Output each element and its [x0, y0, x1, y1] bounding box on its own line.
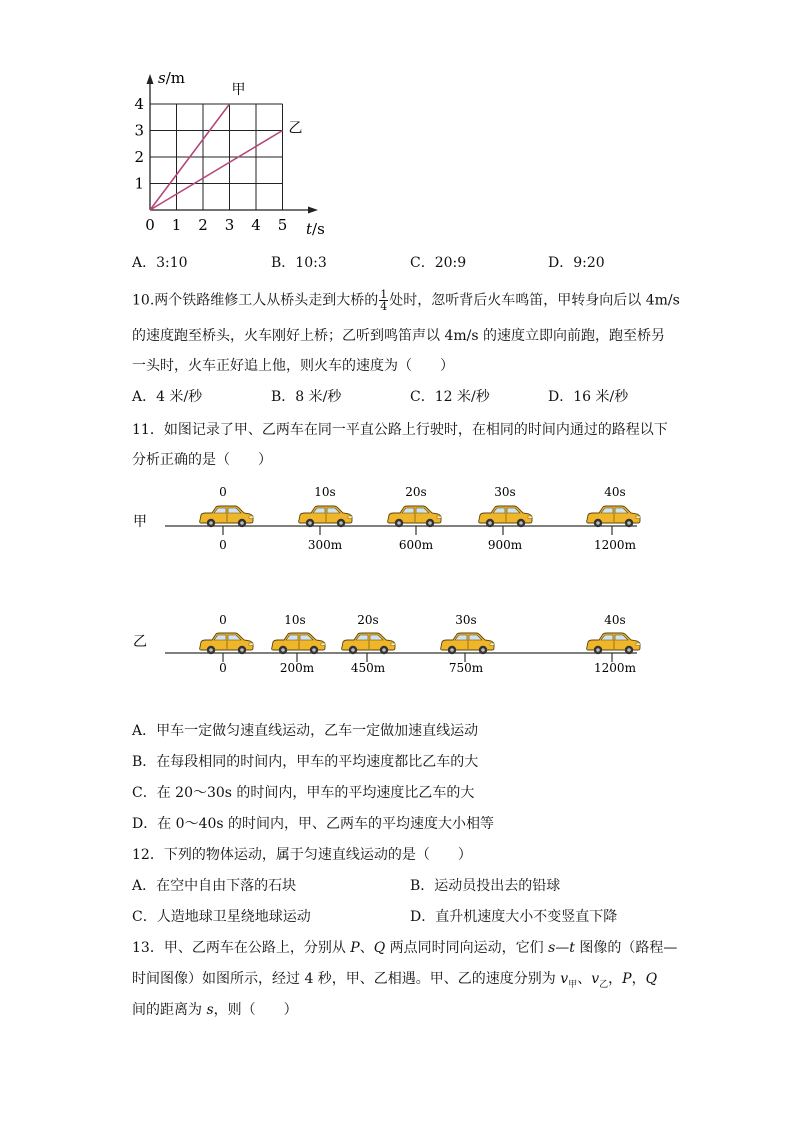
graph-grid — [150, 104, 283, 210]
x-tick-label: 4 — [251, 216, 261, 234]
track-a-dist-600: 600m — [398, 538, 434, 552]
q12-option-c[interactable]: C．人造地球卫星绕地球运动 — [132, 909, 311, 925]
q10-option-a[interactable]: A．4 米/秒 — [132, 389, 203, 405]
graph-ticks — [134, 95, 287, 234]
car-icon — [587, 506, 640, 527]
track-b-dist-1200: 1200m — [594, 661, 636, 675]
q10-option-d[interactable]: D．16 米/秒 — [548, 389, 629, 405]
series-line-yi — [150, 131, 283, 211]
track-b-time-0: 0 — [219, 613, 227, 627]
track-b-label: 乙 — [133, 634, 147, 650]
q13-line-1: 13．甲、乙两车在公路上，分别从 P、Q 两点同时同向运动，它们 s—t 图像的（路程— — [132, 940, 678, 956]
track-b-dist-200: 200m — [279, 661, 315, 675]
q10-line-2: 的速度跑至桥头，火车刚好上桥；乙听到鸣笛声以 4m/s 的速度立即向前跑，跑至桥另 — [132, 328, 665, 344]
q11-option-d[interactable]: D．在 0～40s 的时间内，甲、乙两车的平均速度大小相等 — [132, 816, 495, 832]
track-a-dist-1200: 1200m — [594, 538, 636, 552]
q12-option-d[interactable]: D．直升机速度大小不变竖直下降 — [410, 909, 618, 925]
q9-option-c[interactable]: C．20:9 — [410, 255, 467, 271]
track-a-time-0: 0 — [219, 485, 227, 499]
track-b-dist-450: 450m — [350, 661, 386, 675]
car-icon — [479, 506, 532, 527]
q11-option-c[interactable]: C．在 20～30s 的时间内，甲车的平均速度比乙车的大 — [132, 785, 475, 801]
car-icon — [441, 633, 494, 654]
track-a-time-10: 10s — [314, 485, 336, 499]
car-icon — [342, 633, 395, 654]
q10-option-c[interactable]: C．12 米/秒 — [410, 389, 490, 405]
track-b-time-10: 10s — [284, 613, 306, 627]
car-icon — [299, 506, 352, 527]
q10-line-1: 10.两个铁路维修工人从桥头走到大桥的 $\frac{1}{4}$ 处时，忽听背后火车鸣笛，甲转身向后以 4m/s — [132, 288, 680, 313]
q11-line-1: 11．如图记录了甲、乙两车在同一平直公路上行驶时，在相同的时间内通过的路程以下 — [132, 422, 668, 438]
track-a-dist-300: 300m — [307, 538, 343, 552]
car-icon — [388, 506, 441, 527]
x-tick-label: 0 — [145, 216, 155, 234]
x-tick-label: 1 — [171, 216, 182, 234]
q11-option-a[interactable]: A．甲车一定做匀速直线运动，乙车一定做加速直线运动 — [132, 723, 479, 739]
q9-option-b[interactable]: B．10:3 — [271, 255, 327, 271]
q12-option-a[interactable]: A．在空中自由下落的石块 — [132, 878, 297, 894]
car-icon — [200, 633, 253, 654]
track-b-time-20: 20s — [357, 613, 379, 627]
track-b-dist-0: 0 — [219, 661, 227, 675]
car-icon — [587, 633, 640, 654]
x-tick-label: 5 — [277, 216, 288, 234]
graph-series — [150, 82, 303, 210]
track-a-cars — [200, 506, 640, 527]
q13-line-3: 间的距离为 s，则（ ） — [132, 1002, 298, 1018]
track-a-dist-900: 900m — [487, 538, 523, 552]
track-b-time-40: 40s — [604, 613, 626, 627]
track-a-time-30: 30s — [494, 485, 516, 499]
q10-option-b[interactable]: B．8 米/秒 — [271, 389, 342, 405]
q11-option-b[interactable]: B．在每段相同的时间内，甲车的平均速度都比乙车的大 — [132, 754, 479, 770]
y-tick-label: 2 — [134, 148, 144, 166]
series-label-yi: 乙 — [288, 120, 303, 137]
x-tick-label: 2 — [198, 216, 208, 234]
y-tick-label: 1 — [134, 174, 144, 193]
q12-stem: 12．下列的物体运动，属于匀速直线运动的是（ ） — [132, 847, 472, 863]
q13-line-2: 时间图像）如图所示，经过 4 秒，甲、乙相遇。甲、乙的速度分别为 $v_甲$、$v_乙$，P，Q — [132, 971, 658, 990]
track-b-time-30: 30s — [455, 613, 477, 627]
x-tick-label: 3 — [224, 216, 235, 234]
q9-option-d[interactable]: D．9:20 — [548, 255, 605, 271]
q12-option-b[interactable]: B．运动员投出去的铅球 — [410, 878, 561, 894]
y-tick-label: 4 — [134, 95, 144, 113]
track-b-dist-750: 750m — [448, 661, 484, 675]
x-axis-arrow — [308, 207, 318, 214]
y-axis-arrow — [147, 74, 154, 84]
st-graph — [130, 60, 340, 245]
track-b-cars — [200, 633, 640, 654]
track-a-figure — [125, 478, 645, 558]
car-icon — [272, 633, 325, 654]
track-a-dist-0: 0 — [219, 538, 227, 552]
q10-line-3: 一头时，火车正好追上他，则火车的速度为（ ） — [132, 358, 454, 374]
track-a-ticks — [223, 526, 612, 535]
track-b-figure — [125, 608, 645, 688]
q9-option-a[interactable]: A．3:10 — [132, 255, 188, 271]
series-label-jia: 甲 — [231, 82, 246, 98]
car-icon — [200, 506, 253, 527]
track-a-time-40: 40s — [604, 485, 626, 499]
y-axis-label: s/m — [158, 69, 185, 87]
fraction-quarter: $\frac{1}{4}$ — [380, 288, 388, 313]
y-tick-label: 3 — [134, 121, 144, 140]
q11-line-2: 分析正确的是（ ） — [132, 452, 272, 468]
x-axis-label: t/s — [306, 220, 325, 238]
track-a-time-20: 20s — [405, 485, 427, 499]
track-a-label: 甲 — [133, 514, 147, 530]
